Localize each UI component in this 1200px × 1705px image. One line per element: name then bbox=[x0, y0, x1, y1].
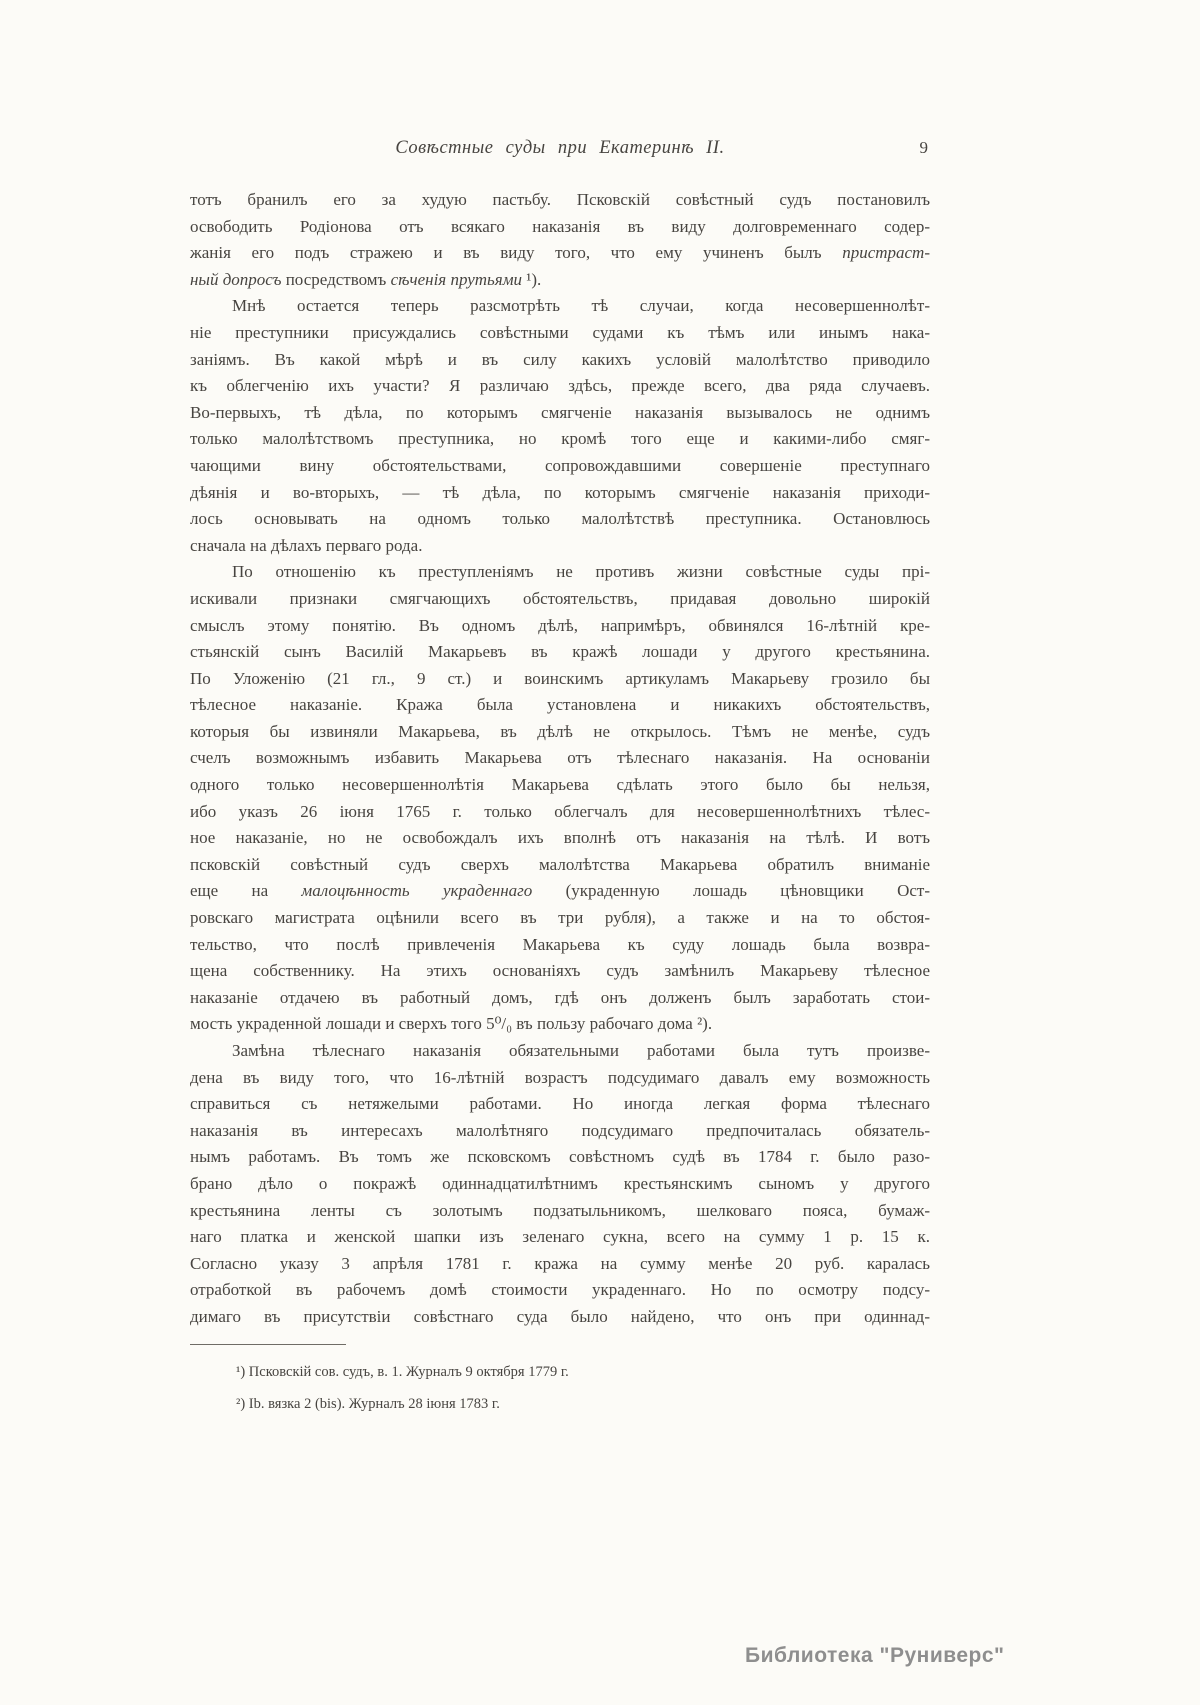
text-segment: жанія его подъ стражею и въ виду того, что ему учиненъ былъ bbox=[190, 243, 843, 263]
text-line bbox=[190, 533, 930, 560]
footnote: ¹) Псковскій сов. судъ, в. 1. Журналъ 9 октября 1779 г. bbox=[236, 1364, 569, 1380]
text-segment-italic: пристраст- bbox=[842, 243, 930, 263]
text-segment: псковскій совѣстный судъ сверхъ малолѣтства Макарьева обратилъ вниманіе bbox=[190, 854, 930, 874]
text-line bbox=[190, 187, 930, 214]
text-line bbox=[190, 1251, 930, 1278]
text-segment: счелъ возможнымъ избавить Макарьева отъ тѣлеснаго наказанія. На основаніи bbox=[190, 748, 930, 768]
text-segment: ное наказаніе, но не освобождалъ ихъ вполнѣ отъ наказанія на тѣлѣ. И вотъ bbox=[190, 828, 930, 848]
text-line bbox=[190, 214, 930, 241]
text-segment: По отношенію къ преступленіямъ не противъ жизни совѣстные суды прі- bbox=[232, 562, 930, 582]
running-header-title: Совѣстные суды при Екатеринѣ II. bbox=[395, 138, 725, 158]
text-line bbox=[190, 692, 930, 719]
text-line bbox=[190, 453, 930, 480]
text-line bbox=[190, 480, 930, 507]
text-segment-italic: ный допросъ bbox=[190, 269, 282, 289]
text-line bbox=[190, 719, 930, 746]
text-segment: смыслъ этому понятію. Въ одномъ дѣлѣ, напримѣръ, обвинялся 16-лѣтній кре- bbox=[190, 615, 930, 635]
text-segment: ибо указъ 26 іюня 1765 г. только облегчалъ для несовершеннолѣтнихъ тѣлес- bbox=[190, 801, 930, 821]
text-segment: щена собственнику. На этихъ основаніяхъ судъ замѣнилъ Макарьеву тѣлесное bbox=[190, 961, 930, 981]
text-line bbox=[190, 293, 930, 320]
text-segment-italic: сѣченія прутьями bbox=[390, 269, 523, 289]
text-segment: (украденную лошадь цѣновщики Ост- bbox=[532, 881, 930, 901]
text-segment: Мнѣ остается теперь разсмотрѣть тѣ случаи, когда несовершеннолѣт- bbox=[232, 296, 930, 316]
text-line bbox=[190, 400, 930, 427]
body-text bbox=[190, 187, 930, 1331]
text-line bbox=[190, 373, 930, 400]
text-segment: стьянскій сынъ Василій Макарьевъ въ кражѣ лошади у другого крестьянина. bbox=[190, 642, 930, 662]
text-segment: искивали признаки смягчающихъ обстоятельствъ, придавая довольно широкій bbox=[190, 588, 930, 608]
footnote: ²) Ib. вязка 2 (bis). Журналъ 28 іюня 1783 г. bbox=[236, 1396, 500, 1412]
text-line bbox=[190, 240, 930, 267]
text-segment: дена въ виду того, что 16-лѣтній возрастъ подсудимаго давалъ ему возможность bbox=[190, 1067, 930, 1087]
text-line bbox=[190, 586, 930, 613]
text-segment: димаго въ присутствіи совѣстнаго суда было найдено, что онъ при одиннад- bbox=[190, 1306, 930, 1326]
running-header bbox=[190, 138, 930, 164]
text-segment: одного только несовершеннолѣтія Макарьева сдѣлать этого было бы нельзя, bbox=[190, 775, 930, 795]
text-segment: наго платка и женской шапки изъ зеленаго сукна, всего на сумму 1 р. 15 к. bbox=[190, 1227, 930, 1247]
text-segment: тѣлесное наказаніе. Кража была установлена и никакихъ обстоятельствъ, bbox=[190, 695, 930, 715]
text-line bbox=[190, 985, 930, 1012]
text-segment: Во-первыхъ, тѣ дѣла, по которымъ смягченіе наказанія вызывалось не однимъ bbox=[190, 402, 930, 422]
text-segment: По Уложенію (21 гл., 9 ст.) и воинскимъ артикуламъ Макарьеву грозило бы bbox=[190, 668, 930, 688]
text-segment: къ облегченію ихъ участи? Я различаю здѣсь, прежде всего, два ряда случаевъ. bbox=[190, 376, 930, 396]
text-line bbox=[190, 799, 930, 826]
text-line bbox=[190, 878, 930, 905]
text-line bbox=[190, 1304, 930, 1331]
text-segment: Замѣна тѣлеснаго наказанія обязательными работами была тутъ произве- bbox=[232, 1041, 930, 1060]
text-line bbox=[190, 613, 930, 640]
text-segment: чающими вину обстоятельствами, сопровождавшими совершеніе преступнаго bbox=[190, 455, 930, 475]
text-segment: мость украденной лошади и сверхъ того 5⁰/₀ въ пользу рабочаго дома ²). bbox=[190, 1014, 713, 1034]
text-segment: тотъ бранилъ его за худую пастьбу. Псковскій совѣстный судъ постановилъ bbox=[190, 190, 930, 209]
text-segment: отработкой въ рабочемъ домѣ стоимости украденнаго. Но по осмотру подсу- bbox=[190, 1280, 930, 1300]
footnote-separator bbox=[190, 1344, 346, 1345]
text-segment: справиться съ нетяжелыми работами. Но иногда легкая форма тѣлеснаго bbox=[190, 1094, 930, 1114]
text-line bbox=[190, 1224, 930, 1251]
text-line bbox=[190, 905, 930, 932]
text-segment-italic: малоцѣнность украденнаго bbox=[301, 881, 533, 901]
text-segment: только малолѣтствомъ преступника, но кромѣ того еще и какими-либо смяг- bbox=[190, 429, 930, 449]
text-line bbox=[190, 1144, 930, 1171]
text-line bbox=[190, 1091, 930, 1118]
text-segment: крестьянина ленты съ золотымъ подзатыльникомъ, шелковаго пояса, бумаж- bbox=[190, 1200, 930, 1220]
text-segment: брано дѣло о покражѣ одиннадцатилѣтнимъ крестьянскимъ сыномъ у другого bbox=[190, 1173, 930, 1193]
text-segment: посредствомъ bbox=[281, 269, 391, 289]
text-line bbox=[190, 1038, 930, 1065]
text-line bbox=[190, 559, 930, 586]
text-line bbox=[190, 958, 930, 985]
footnotes bbox=[190, 1356, 930, 1420]
text-line bbox=[190, 320, 930, 347]
text-line bbox=[190, 506, 930, 533]
text-line bbox=[190, 1171, 930, 1198]
text-line bbox=[190, 745, 930, 772]
text-line bbox=[190, 347, 930, 374]
text-segment: наказанія въ интересахъ малолѣтняго подсудимаго предпочиталась обязатель- bbox=[190, 1120, 930, 1140]
text-line bbox=[190, 1011, 930, 1038]
text-line bbox=[190, 772, 930, 799]
text-line bbox=[190, 1277, 930, 1304]
text-segment: нымъ работамъ. Въ томъ же псковскомъ совѣстномъ судѣ въ 1784 г. было разо- bbox=[190, 1147, 930, 1167]
text-segment: ¹). bbox=[522, 269, 542, 289]
text-segment: которыя бы извиняли Макарьева, въ дѣлѣ не открылось. Тѣмъ не менѣе, судъ bbox=[190, 721, 930, 741]
text-segment: заніямъ. Въ какой мѣрѣ и въ силу какихъ условій малолѣтство приводило bbox=[190, 349, 930, 369]
text-segment: Согласно указу 3 апрѣля 1781 г. кража на сумму менѣе 20 руб. каралась bbox=[190, 1253, 930, 1273]
text-line bbox=[190, 267, 930, 294]
text-line bbox=[190, 1065, 930, 1092]
text-segment: наказаніе отдачею въ работный домъ, гдѣ онъ долженъ былъ заработать стои- bbox=[190, 987, 930, 1007]
text-segment: лось основывать на одномъ только малолѣтствѣ преступника. Остановлюсь bbox=[190, 509, 930, 529]
text-line bbox=[190, 825, 930, 852]
text-line bbox=[190, 639, 930, 666]
text-line bbox=[190, 852, 930, 879]
text-segment: ровскаго магистрата оцѣнили всего въ три рубля), а также и на то обстоя- bbox=[190, 908, 930, 928]
text-segment: освободить Родіонова отъ всякаго наказанія въ виду долговременнаго содер- bbox=[190, 216, 930, 236]
text-segment: еще на bbox=[190, 881, 302, 901]
page-number: 9 bbox=[919, 138, 928, 157]
text-line bbox=[190, 1118, 930, 1145]
text-segment: дѣянія и во-вторыхъ, — тѣ дѣла, по которымъ смягченіе наказанія приходи- bbox=[190, 482, 930, 502]
text-line bbox=[190, 932, 930, 959]
text-line bbox=[190, 666, 930, 693]
text-line bbox=[190, 1198, 930, 1225]
text-segment: тельство, что послѣ привлеченія Макарьева къ суду лошадь была возвра- bbox=[190, 934, 930, 954]
text-segment: сначала на дѣлахъ перваго рода. bbox=[190, 535, 423, 555]
text-segment: ніе преступники присуждались совѣстными судами къ тѣмъ или инымъ нака- bbox=[190, 322, 930, 342]
text-line bbox=[190, 426, 930, 453]
library-watermark: Библиотека "Руниверс" bbox=[745, 1644, 1005, 1667]
